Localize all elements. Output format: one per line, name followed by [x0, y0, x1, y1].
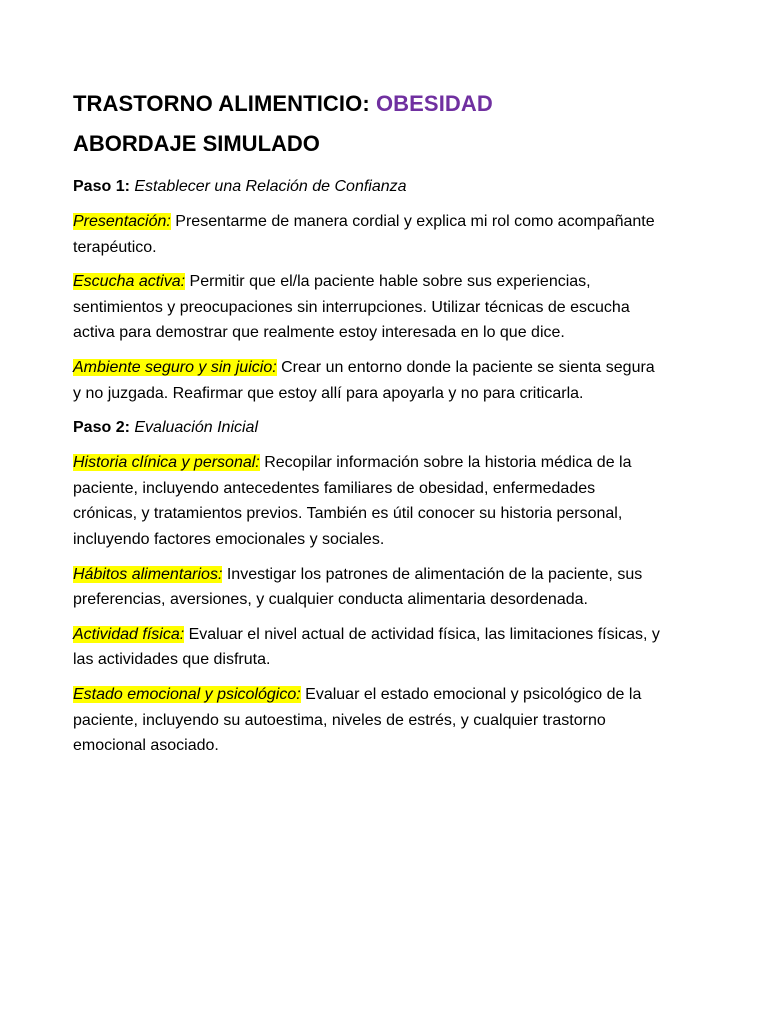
document-subtitle: ABORDAJE SIMULADO	[73, 131, 320, 156]
highlighted-term: Hábitos alimentarios:	[73, 565, 223, 583]
paragraph-text: Evaluar el nivel actual de actividad física, las limitaciones físicas, y las actividades que disfruta.	[73, 625, 660, 669]
paragraph-ambiente-seguro	[73, 355, 663, 406]
highlighted-term: Ambiente seguro y sin juicio:	[73, 358, 277, 376]
step-2-heading	[73, 415, 663, 441]
paragraph-historia-clinica	[73, 450, 663, 552]
title-prefix: TRASTORNO ALIMENTICIO:	[73, 91, 376, 116]
paragraph-text: Evaluar el estado emocional y psicológico de la paciente, incluyendo su autoestima, niveles de estrés, y cualquier trastorno emocional asociado.	[73, 685, 642, 755]
paragraph-actividad-fisica	[73, 622, 663, 673]
paragraph-text: Permitir que el/la paciente hable sobre sus experiencias, sentimientos y preocupaciones sin interrupciones. Utilizar técnicas de escucha activa para demostrar que realmente estoy interesada en lo que dice.	[73, 273, 630, 342]
highlighted-term: Historia clínica y personal:	[73, 454, 260, 472]
paragraph-presentacion	[73, 209, 663, 260]
paragraph-estado-emocional	[73, 682, 663, 759]
paragraph-habitos-alimentarios	[73, 562, 663, 613]
highlighted-term: Estado emocional y psicológico:	[73, 685, 301, 703]
paragraph-text: Recopilar información sobre la historia médica de la paciente, incluyendo antecedentes familiares de obesidad, enfermedades crónicas, y tratamientos previos. También es útil conocer su historia personal, incluyendo factores emocionales y sociales.	[73, 454, 632, 548]
step-1-label: Paso 1:	[73, 178, 130, 195]
paragraph-escucha-activa	[73, 269, 663, 346]
document-title	[73, 90, 663, 118]
highlighted-term: Presentación:	[73, 213, 171, 230]
highlighted-term: Actividad física:	[73, 625, 185, 643]
paragraph-text: Crear un entorno donde la paciente se sienta segura y no juzgada. Reafirmar que estoy allí para apoyarla y no para criticarla.	[73, 358, 655, 402]
step-1-name: Establecer una Relación de Confianza	[134, 178, 407, 195]
highlighted-term: Escucha activa:	[73, 273, 186, 291]
paragraph-text: Investigar los patrones de alimentación de la paciente, sus preferencias, aversiones, y cualquier conducta alimentaria desordenada.	[73, 565, 643, 609]
step-2-name: Evaluación Inicial	[134, 419, 258, 437]
step-1-heading	[73, 174, 663, 200]
step-2-label: Paso 2:	[73, 419, 130, 437]
document-page	[73, 90, 663, 768]
title-accent: OBESIDAD	[375, 91, 493, 116]
paragraph-text: Presentarme de manera cordial y explica mi rol como acompañante terapéutico.	[73, 213, 655, 256]
